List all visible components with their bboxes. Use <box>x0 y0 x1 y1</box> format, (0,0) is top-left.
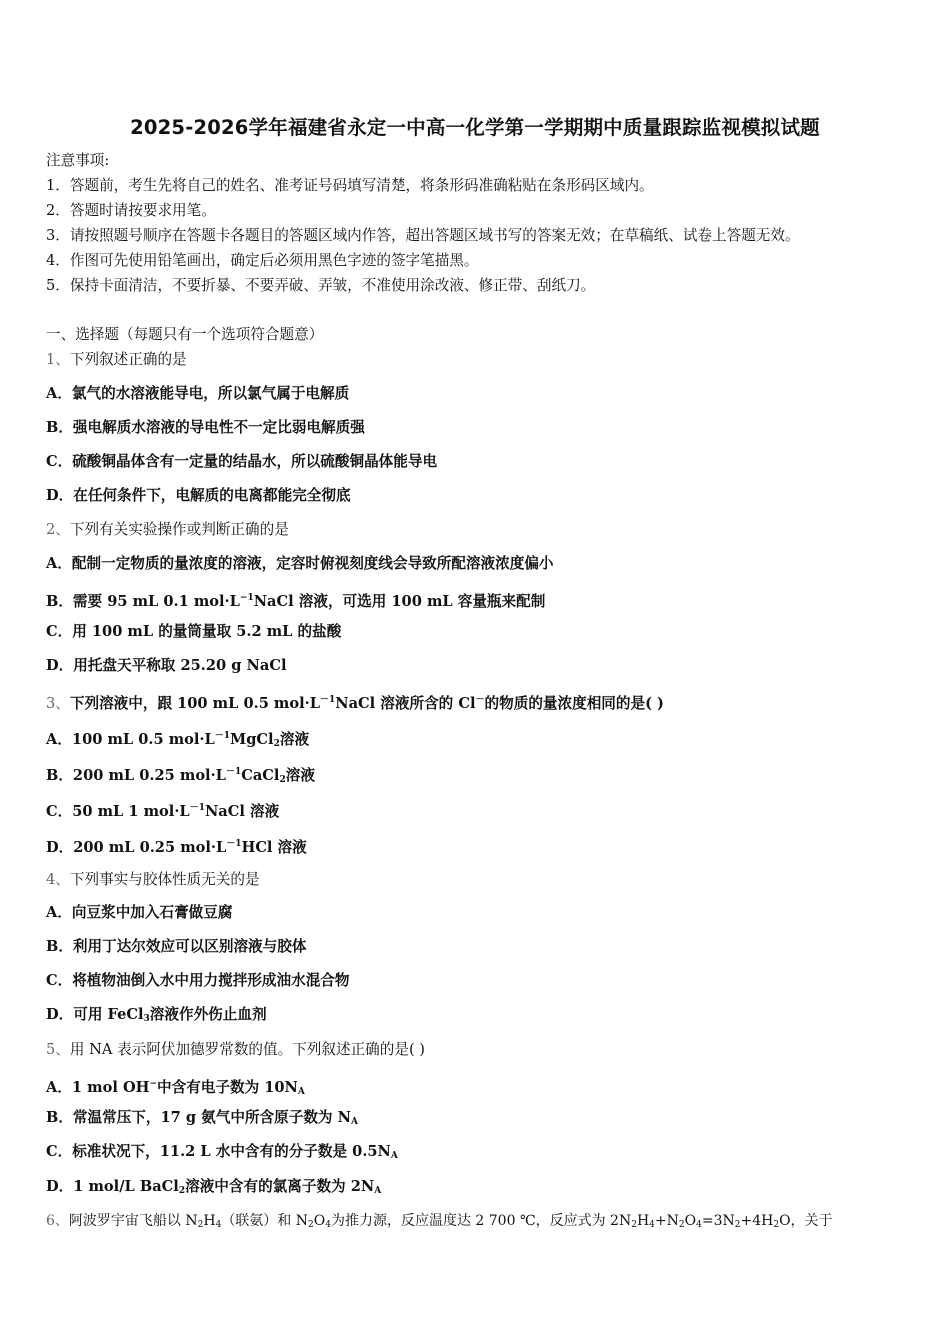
text: B．需要 95 mL 0.1 mol·L <box>46 593 240 610</box>
q2-option-a: A．配制一定物质的量浓度的溶液，定容时俯视刻度线会导致所配溶液浓度偏小 <box>46 555 554 572</box>
subscript: A <box>297 1087 305 1097</box>
subscript: A <box>374 1186 382 1196</box>
subscript: 2 <box>678 1220 685 1230</box>
notice-item: 5．保持卡面清洁，不要折暴、不要弄破、弄皱，不准使用涂改液、修正带、刮纸刀。 <box>46 277 596 294</box>
q4-option-b: B．利用丁达尔效应可以区别溶液与胶体 <box>46 938 307 955</box>
q2-option-d: D．用托盘天平称取 25.20 g NaCl <box>46 657 287 674</box>
text: D．可用 FeCl <box>46 1006 144 1023</box>
subscript: 2 <box>197 1220 204 1230</box>
question-5-stem <box>46 1040 425 1060</box>
text: 阿波罗宇宙飞船以 N <box>68 1213 198 1229</box>
q4-option-d <box>46 1005 267 1029</box>
superscript: −1 <box>239 593 254 603</box>
notice-item: 3．请按照题号顺序在答题卡各题目的答题区域内作答，超出答题区域书写的答案无效；在草稿纸、试卷上答题无效。 <box>46 227 800 244</box>
q5-option-d <box>46 1177 381 1201</box>
text: NaCl 溶液，可选用 100 mL 容量瓶来配制 <box>253 593 546 610</box>
text: D．1 mol/L BaCl <box>46 1178 179 1195</box>
question-text: 下列事实与胶体性质无关的是 <box>69 871 260 888</box>
q1-option-a: A．氯气的水溶液能导电，所以氯气属于电解质 <box>46 385 350 402</box>
q3-option-a <box>46 726 309 754</box>
text: C．50 mL 1 mol·L <box>46 803 190 820</box>
question-number: 5、 <box>46 1041 70 1058</box>
question-text: 下列叙述正确的是 <box>69 351 187 368</box>
question-number: 2、 <box>46 521 70 538</box>
text: B．200 mL 0.25 mol·L <box>46 767 226 784</box>
subscript: 3 <box>143 1014 150 1024</box>
text: CaCl <box>241 767 280 784</box>
section-heading: 一、选择题（每题只有一个选项符合题意） <box>46 326 324 343</box>
superscript: －1 <box>320 695 336 705</box>
q5-option-a <box>46 1074 305 1102</box>
notice-item: 4．作图可先使用铅笔画出，确定后必须用黑色字迹的签字笔描黑。 <box>46 252 479 269</box>
text: +4H <box>740 1213 774 1229</box>
text: 溶液 <box>279 731 310 748</box>
q3-option-b <box>46 762 315 790</box>
text: H <box>203 1213 216 1229</box>
subscript: 2 <box>178 1186 186 1196</box>
subscript: 4 <box>649 1220 655 1230</box>
subscript: 2 <box>631 1220 637 1230</box>
notice-item: 1．答题前，考生先将自己的姓名、准考证号码填写清楚，将条形码准确粘贴在条形码区域内。 <box>46 177 654 194</box>
text: H <box>636 1213 650 1229</box>
question-number: 1、 <box>46 351 70 368</box>
q3-option-c <box>46 798 279 822</box>
text: O，关于 <box>779 1213 833 1229</box>
question-2-stem <box>46 520 289 540</box>
page-title: 2025-2026学年福建省永定一中高一化学第一学期期中质量跟踪监视模拟试题 <box>130 116 820 139</box>
subscript: 4 <box>325 1220 331 1230</box>
q4-option-c: C．将植物油倒入水中用力搅拌形成油水混合物 <box>46 972 350 989</box>
text: 溶液中含有的氯离子数为 2N <box>185 1178 375 1195</box>
text: NaCl 溶液 <box>204 803 280 820</box>
question-1-stem <box>46 350 187 370</box>
subscript: 2 <box>273 739 280 749</box>
notice-item: 2．答题时请按要求用笔。 <box>46 202 216 219</box>
subscript: 2 <box>734 1220 741 1230</box>
subscript: 4 <box>215 1220 222 1230</box>
question-3-stem <box>46 690 664 714</box>
subscript: 2 <box>308 1220 314 1230</box>
subscript: 2 <box>773 1220 780 1230</box>
text: O <box>313 1213 326 1229</box>
question-text: 下列有关实验操作或判断正确的是 <box>69 521 289 538</box>
superscript: － <box>475 695 485 705</box>
q1-option-c: C．硫酸铜晶体含有一定量的结晶水，所以硫酸铜晶体能导电 <box>46 453 438 470</box>
text: 溶液 <box>285 767 315 784</box>
q3-option-d <box>46 834 307 858</box>
question-number: 4、 <box>46 871 70 888</box>
q5-option-b <box>46 1108 358 1132</box>
text: A．1 mol OH <box>46 1079 150 1096</box>
text: 中含有电子数为 10N <box>157 1079 298 1096</box>
text: O <box>684 1213 697 1229</box>
question-text: 用 NA 表示阿伏加德罗常数的值。下列叙述正确的是( ) <box>69 1041 425 1058</box>
q5-option-c <box>46 1142 398 1166</box>
subscript: 4 <box>696 1220 702 1230</box>
q1-option-d: D．在任何条件下，电解质的电离都能完全彻底 <box>46 487 351 504</box>
text: HCl 溶液 <box>241 839 307 856</box>
notice-heading: 注意事项: <box>46 152 110 169</box>
text: +N <box>654 1213 679 1229</box>
text: 溶液作外伤止血剂 <box>149 1006 267 1023</box>
text: B．常温常压下，17 g 氨气中所含原子数为 N <box>46 1109 351 1126</box>
question-4-stem <box>46 870 260 890</box>
superscript: －1 <box>189 803 205 813</box>
text: 下列溶液中，跟 100 mL 0.5 mol·L <box>69 695 320 712</box>
text: NaCl 溶液所含的 Cl <box>335 695 476 712</box>
text: C．标准状况下，11.2 L 水中含有的分子数是 0.5N <box>46 1143 391 1160</box>
text: （联氨）和 N <box>221 1213 309 1229</box>
question-6-stem <box>46 1211 833 1235</box>
text: MgCl <box>230 731 274 748</box>
text: A．100 mL 0.5 mol·L <box>46 731 215 748</box>
q1-option-b: B．强电解质水溶液的导电性不一定比弱电解质强 <box>46 419 365 436</box>
text: D．200 mL 0.25 mol·L <box>46 839 227 856</box>
subscript: A <box>350 1117 358 1127</box>
subscript: A <box>390 1151 398 1161</box>
question-number: 3、 <box>46 695 70 712</box>
superscript: －1 <box>226 839 242 849</box>
superscript: －1 <box>214 731 231 741</box>
question-number: 6、 <box>46 1213 69 1229</box>
q2-option-b <box>46 588 545 612</box>
text: 的物质的量浓度相同的是( ) <box>484 695 664 712</box>
superscript: − <box>149 1079 158 1089</box>
text: 为推力源，反应温度达 2 700 ℃，反应式为 2N <box>330 1213 632 1229</box>
text: =3N <box>701 1213 735 1229</box>
superscript: －1 <box>225 767 242 777</box>
subscript: 2 <box>279 775 286 785</box>
q4-option-a: A．向豆浆中加入石膏做豆腐 <box>46 904 233 921</box>
q2-option-c: C．用 100 mL 的量筒量取 5.2 mL 的盐酸 <box>46 623 342 640</box>
